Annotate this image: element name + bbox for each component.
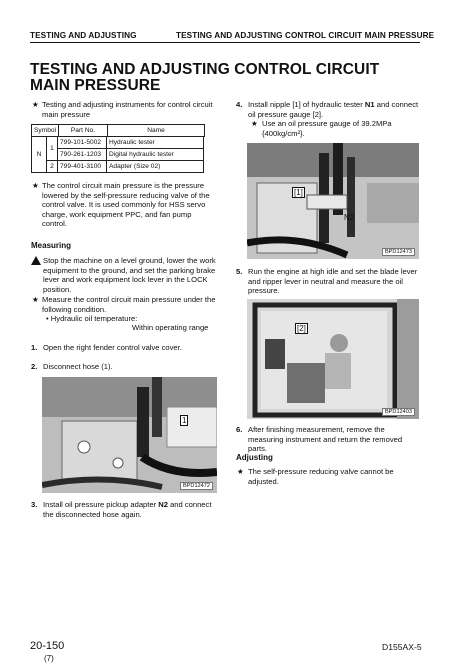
temp-value: Within operating range xyxy=(132,323,209,332)
table-name: Digital hydraulic tester xyxy=(107,149,204,161)
step-number: 5. xyxy=(236,267,243,276)
page-number: 20-150 xyxy=(30,640,65,652)
condition-text: Measure the control circuit main pressure under the following condition. xyxy=(42,295,216,314)
photo-gauge-install xyxy=(247,143,419,259)
step-text: Install oil pressure pickup adapter N2 and connect the disconnected hose again. xyxy=(43,500,212,519)
photo-operator-cab xyxy=(247,299,419,419)
step-2 xyxy=(31,362,217,372)
adjusting-text: The self-pressure reducing valve cannot be adjusted. xyxy=(248,467,394,486)
step-4-note xyxy=(251,119,421,138)
step-text: Install nipple [1] of hydraulic tester N1 and connect oil pressure gauge [2]. xyxy=(248,100,419,119)
warning-icon xyxy=(31,256,41,265)
condition-item xyxy=(32,295,217,314)
star-icon: ★ xyxy=(251,119,258,128)
figure-id: BPD12472 xyxy=(180,482,213,490)
warning-item xyxy=(31,256,217,294)
step-text: Open the right fender control valve cover. xyxy=(43,343,182,352)
bullet-icon: • xyxy=(46,314,49,323)
temp-label: Hydraulic oil temperature: xyxy=(50,314,138,323)
photo-hose-illustration xyxy=(42,377,217,493)
figure-id: BPD12473 xyxy=(382,248,415,256)
step-number: 2. xyxy=(31,362,38,371)
step-text: Disconnect hose (1). xyxy=(43,362,113,371)
intro-item xyxy=(32,100,217,119)
table-row xyxy=(32,161,204,173)
photo-cab-illustration xyxy=(247,299,419,419)
figure-id: BPD12403 xyxy=(382,408,415,416)
table-header-symbol: Symbol xyxy=(32,125,59,137)
photo-callout-n2: N2 xyxy=(344,213,355,222)
adjusting-item xyxy=(237,467,420,486)
star-icon: ★ xyxy=(237,467,244,476)
table-name: Hydraulic tester xyxy=(107,137,204,149)
note-item xyxy=(32,181,217,229)
note-text: The control circuit main pressure is the pressure lowered by the self-pressure reducing valve of the control valve. It is used commonly for HSS servo charge, work equipment PPC, and fan pump control. xyxy=(42,181,210,229)
table-row xyxy=(32,149,204,161)
table-part: 790-261-1203 xyxy=(58,149,107,161)
step-3 xyxy=(31,500,217,519)
step-number: 3. xyxy=(31,500,38,509)
adjusting-heading: Adjusting xyxy=(236,453,273,462)
step-text: Run the engine at high idle and set the blade lever and ripper lever in neutral and measure the oil pressure. xyxy=(248,267,418,296)
step-number: 1. xyxy=(31,343,38,352)
temp-condition xyxy=(46,314,137,324)
step-6 xyxy=(236,425,420,454)
table-header-part: Part No. xyxy=(59,125,108,137)
page-title: TESTING AND ADJUSTING CONTROL CIRCUIT MAIN PRESSURE xyxy=(30,61,380,94)
photo-callout-1: [1] xyxy=(294,188,303,197)
warning-text: Stop the machine on a level ground, lower the work equipment to the ground, and set the parking brake lever and work equipment lock lever in the LOCK position. xyxy=(43,256,216,294)
photo-callout: 1 xyxy=(182,416,187,425)
star-icon: ★ xyxy=(32,181,39,190)
table-name: Adapter (Size 02) xyxy=(107,161,204,173)
header-section-title: TESTING AND ADJUSTING xyxy=(30,31,137,40)
photo-gauge-illustration xyxy=(247,143,419,259)
step-text: After finishing measurement, remove the measuring instrument and return the removed parts. xyxy=(248,425,403,454)
note-text: Use an oil pressure gauge of 39.2MPa {400kg/cm²}. xyxy=(262,119,392,138)
photo-callout-2: [2] xyxy=(297,324,306,333)
measuring-heading: Measuring xyxy=(31,241,72,250)
table-num: 1 xyxy=(47,137,58,161)
page-revision: (7) xyxy=(44,654,54,663)
step-1 xyxy=(31,343,217,353)
star-icon: ★ xyxy=(32,100,39,109)
table-num: 2 xyxy=(47,161,58,173)
table-symbol: N xyxy=(32,137,47,173)
table-row xyxy=(32,137,204,149)
model-name: D155AX-5 xyxy=(382,642,422,652)
step-4 xyxy=(236,100,420,119)
intro-text: Testing and adjusting instruments for control circuit main pressure xyxy=(42,100,213,119)
table-header-name: Name xyxy=(108,125,205,137)
tools-table xyxy=(31,124,205,173)
photo-hose-disconnect xyxy=(42,377,217,493)
header-rule xyxy=(30,42,420,43)
table-part: 799-401-3100 xyxy=(58,161,107,173)
step-number: 4. xyxy=(236,100,243,109)
step-5 xyxy=(236,267,420,296)
header-page-title: TESTING AND ADJUSTING CONTROL CIRCUIT MAIN PRESSURE xyxy=(176,31,435,40)
table-part: 799-101-5002 xyxy=(58,137,107,149)
star-icon: ★ xyxy=(32,295,39,304)
step-number: 6. xyxy=(236,425,243,434)
